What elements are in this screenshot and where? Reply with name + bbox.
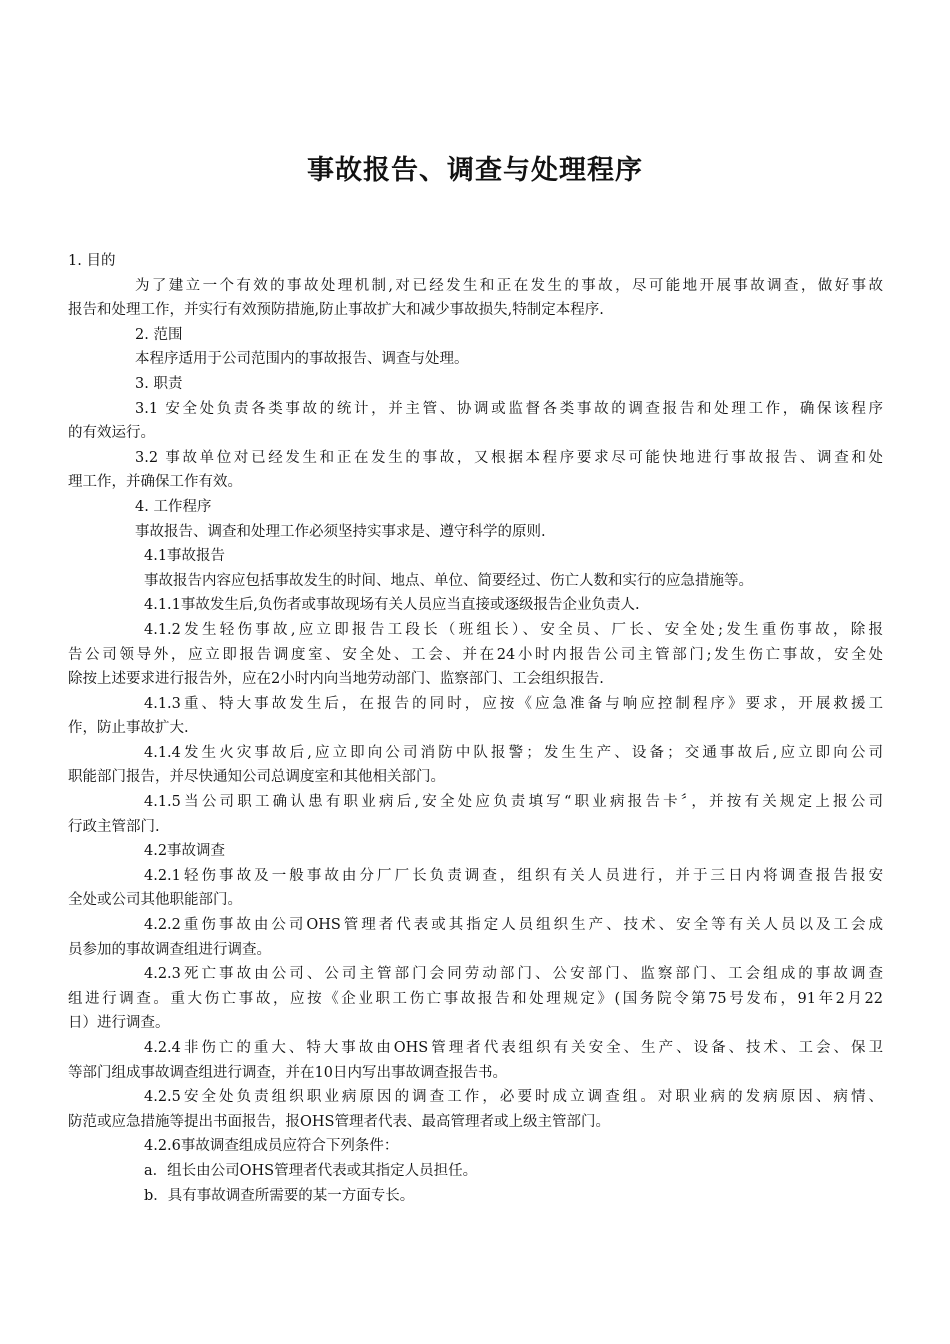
- body-line: 3. 职责: [135, 375, 183, 392]
- document-title: 事故报告、调查与处理程序: [307, 155, 643, 186]
- body-line: 本程序适用于公司范围内的事故报告、调查与处理。: [135, 351, 469, 368]
- body-line: 4. 工作程序: [135, 498, 212, 515]
- body-line: 等部门组成事故调查组进行调查，并在10日内写出事故调查报告书。: [68, 1064, 507, 1081]
- body-line: a．组长由公司OHS管理者代表或其指定人员担任。: [144, 1162, 478, 1179]
- body-line: 日）进行调查。: [68, 1015, 170, 1032]
- body-line: 组进行调查。重大伤亡事故，应按《企业职工伤亡事故报告和处理规定》(国务院令第75号发布，91年2月22: [68, 990, 883, 1007]
- body-line: 的有效运行。: [68, 425, 155, 442]
- body-line: 除按上述要求进行报告外，应在2小时内向当地劳动部门、监察部门、工会组织报告.: [68, 671, 604, 688]
- body-line: 作，防止事故扩大.: [68, 720, 189, 737]
- body-line: 事故报告、调查和处理工作必须坚持实事求是、遵守科学的原则.: [135, 523, 546, 540]
- body-line: 行政主管部门.: [68, 818, 160, 835]
- body-line: 3.2 事故单位对已经发生和正在发生的事故，又根据本程序要求尽可能快地进行事故报告、调查和处: [135, 449, 883, 466]
- body-line: 4.1.4发生火灾事故后,应立即向公司消防中队报警；发生生产、设备；交通事故后,应立即向公司: [144, 744, 883, 761]
- body-line: b．具有事故调查所需要的某一方面专长。: [144, 1187, 415, 1204]
- body-line: 告公司领导外，应立即报告调度室、安全处、工会、并在24小时内报告公司主管部门;发生伤亡事故，安全处: [68, 646, 883, 663]
- body-line: 为了建立一个有效的事故处理机制,对已经发生和正在发生的事故，尽可能地开展事故调查，做好事故: [135, 277, 883, 294]
- body-line: 4.2事故调查: [144, 843, 226, 860]
- body-line: 1. 目的: [68, 253, 116, 269]
- body-line: 职能部门报告，并尽快通知公司总调度室和其他相关部门。: [68, 769, 445, 786]
- body-line: 3.1 安全处负责各类事故的统计，并主管、协调或监督各类事故的调查报告和处理工作，确保该程序: [135, 400, 883, 417]
- body-line: 报告和处理工作，并实行有效预防措施,防止事故扩大和减少事故损失,特制定本程序.: [68, 302, 604, 319]
- body-line: 4.2.2重伤事故由公司OHS管理者代表或其指定人员组织生产、技术、安全等有关人员以及工会成: [144, 917, 883, 934]
- body-line: 事故报告内容应包括事故发生的时间、地点、单位、简要经过、伤亡人数和实行的应急措施等。: [144, 572, 753, 589]
- body-line: 2. 范围: [135, 326, 183, 343]
- body-line: 4.1事故报告: [144, 548, 226, 565]
- body-line: 全处或公司其他职能部门。: [68, 892, 242, 909]
- body-line: 4.1.3重、特大事故发生后，在报告的同时，应按《应急准备与响应控制程序》要求，开展救援工: [144, 695, 883, 712]
- body-line: 4.2.6事故调查组成员应符合下列条件：: [144, 1138, 399, 1155]
- body-line: 4.2.3死亡事故由公司、公司主管部门会同劳动部门、公安部门、监察部门、工会组成的事故调查: [144, 966, 883, 983]
- body-line: 4.1.1事故发生后,负伤者或事故现场有关人员应当直接或逐级报告企业负责人.: [144, 597, 640, 614]
- body-line: 防范或应急措施等提出书面报告，报OHS管理者代表、最高管理者或上级主管部门。: [68, 1113, 610, 1130]
- body-line: 4.2.5安全处负责组织职业病原因的调查工作，必要时成立调查组。对职业病的发病原因、病情、: [144, 1089, 883, 1106]
- body-line: 4.1.2发生轻伤事故,应立即报告工段长（班组长）、安全员、厂长、安全处;发生重伤事故，除报: [144, 621, 883, 638]
- body-line: 4.2.1轻伤事故及一般事故由分厂厂长负责调查，组织有关人员进行，并于三日内将调查报告报安: [144, 867, 883, 884]
- body-line: 4.1.5当公司职工确认患有职业病后,安全处应负责填写“职业病报告卡〞，并按有关规定上报公司: [144, 794, 883, 811]
- body-line: 员参加的事故调查组进行调查。: [68, 941, 271, 958]
- document-body: [68, 249, 883, 1208]
- body-line: 4.2.4非伤亡的重大、特大事故由OHS管理者代表组织有关安全、生产、设备、技术、工会、保卫: [144, 1040, 883, 1056]
- body-line: 理工作，并确保工作有效。: [68, 474, 242, 491]
